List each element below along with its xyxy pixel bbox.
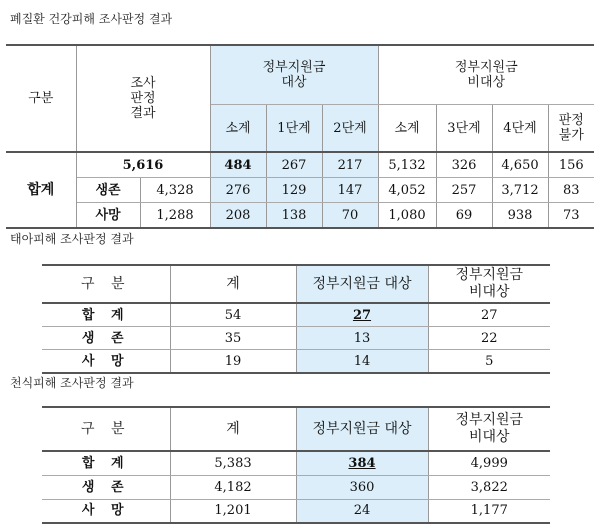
cell: 13 [296, 327, 428, 350]
row-total-value: 5,616 [76, 152, 210, 178]
row-dead-label: 사 망 [42, 350, 170, 374]
cell: 267 [266, 152, 322, 178]
header-stage-1: 1단계 [266, 105, 322, 153]
cell: 5 [428, 350, 550, 374]
cell: 156 [548, 152, 594, 178]
cell: 69 [436, 203, 492, 229]
section2-title: 태아피해 조사판정 결과 [10, 232, 134, 246]
cell: 938 [492, 203, 548, 229]
header-subtotal-1: 소계 [210, 105, 266, 153]
header-gov-nontarget: 정부지원금 비대상 [378, 45, 594, 105]
fetal-damage-table [42, 264, 550, 374]
header-gubun: 구분 [6, 45, 76, 152]
cell: 3,712 [492, 178, 548, 203]
cell: 5,383 [170, 451, 296, 475]
cell: 4,328 [140, 178, 210, 203]
row-total-label: 합 계 [42, 451, 170, 475]
cell: 4,650 [492, 152, 548, 178]
cell: 70 [322, 203, 378, 229]
header-total: 계 [170, 265, 296, 303]
cell: 54 [170, 303, 296, 327]
cell: 208 [210, 203, 266, 229]
header-result: 조사 판정 결과 [76, 45, 210, 152]
cell: 35 [170, 327, 296, 350]
header-undetermined: 판정 불가 [548, 105, 594, 153]
cell: 22 [428, 327, 550, 350]
cell: 4,182 [170, 475, 296, 499]
cell: 384 [296, 451, 428, 475]
row-total-label: 합 계 [42, 303, 170, 327]
header-gov-target: 정부지원금 대상 [210, 45, 378, 105]
header-gov-nontarget: 정부지원금 비대상 [428, 407, 550, 451]
cell: 326 [436, 152, 492, 178]
cell: 27 [428, 303, 550, 327]
row-dead-label: 사망 [76, 203, 140, 229]
lung-damage-table [6, 44, 594, 229]
cell: 217 [322, 152, 378, 178]
header-gov-nontarget: 정부지원금 비대상 [428, 265, 550, 303]
cell: 24 [296, 499, 428, 523]
row-alive-label: 생 존 [42, 475, 170, 499]
header-stage-4: 4단계 [492, 105, 548, 153]
cell: 1,177 [428, 499, 550, 523]
section3-title: 천식피해 조사판정 결과 [10, 376, 134, 390]
header-gubun: 구 분 [42, 407, 170, 451]
cell: 257 [436, 178, 492, 203]
header-stage-3: 3단계 [436, 105, 492, 153]
cell: 147 [322, 178, 378, 203]
cell: 27 [296, 303, 428, 327]
row-alive-label: 생존 [76, 178, 140, 203]
header-total: 계 [170, 407, 296, 451]
header-gov-target: 정부지원금 대상 [296, 407, 428, 451]
section1-title: 폐질환 건강피해 조사판정 결과 [10, 12, 173, 26]
cell: 14 [296, 350, 428, 374]
cell: 83 [548, 178, 594, 203]
asthma-damage-table [42, 406, 550, 524]
header-gov-target: 정부지원금 대상 [296, 265, 428, 303]
header-gubun: 구 분 [42, 265, 170, 303]
cell: 484 [210, 152, 266, 178]
header-stage-2: 2단계 [322, 105, 378, 153]
cell: 276 [210, 178, 266, 203]
row-dead-label: 사 망 [42, 499, 170, 523]
cell: 4,052 [378, 178, 436, 203]
cell: 129 [266, 178, 322, 203]
row-total-label: 합계 [6, 152, 76, 228]
cell: 73 [548, 203, 594, 229]
cell: 138 [266, 203, 322, 229]
header-subtotal-2: 소계 [378, 105, 436, 153]
cell: 360 [296, 475, 428, 499]
cell: 3,822 [428, 475, 550, 499]
cell: 1,288 [140, 203, 210, 229]
cell: 19 [170, 350, 296, 374]
cell: 1,080 [378, 203, 436, 229]
row-alive-label: 생 존 [42, 327, 170, 350]
cell: 4,999 [428, 451, 550, 475]
cell: 1,201 [170, 499, 296, 523]
cell: 5,132 [378, 152, 436, 178]
